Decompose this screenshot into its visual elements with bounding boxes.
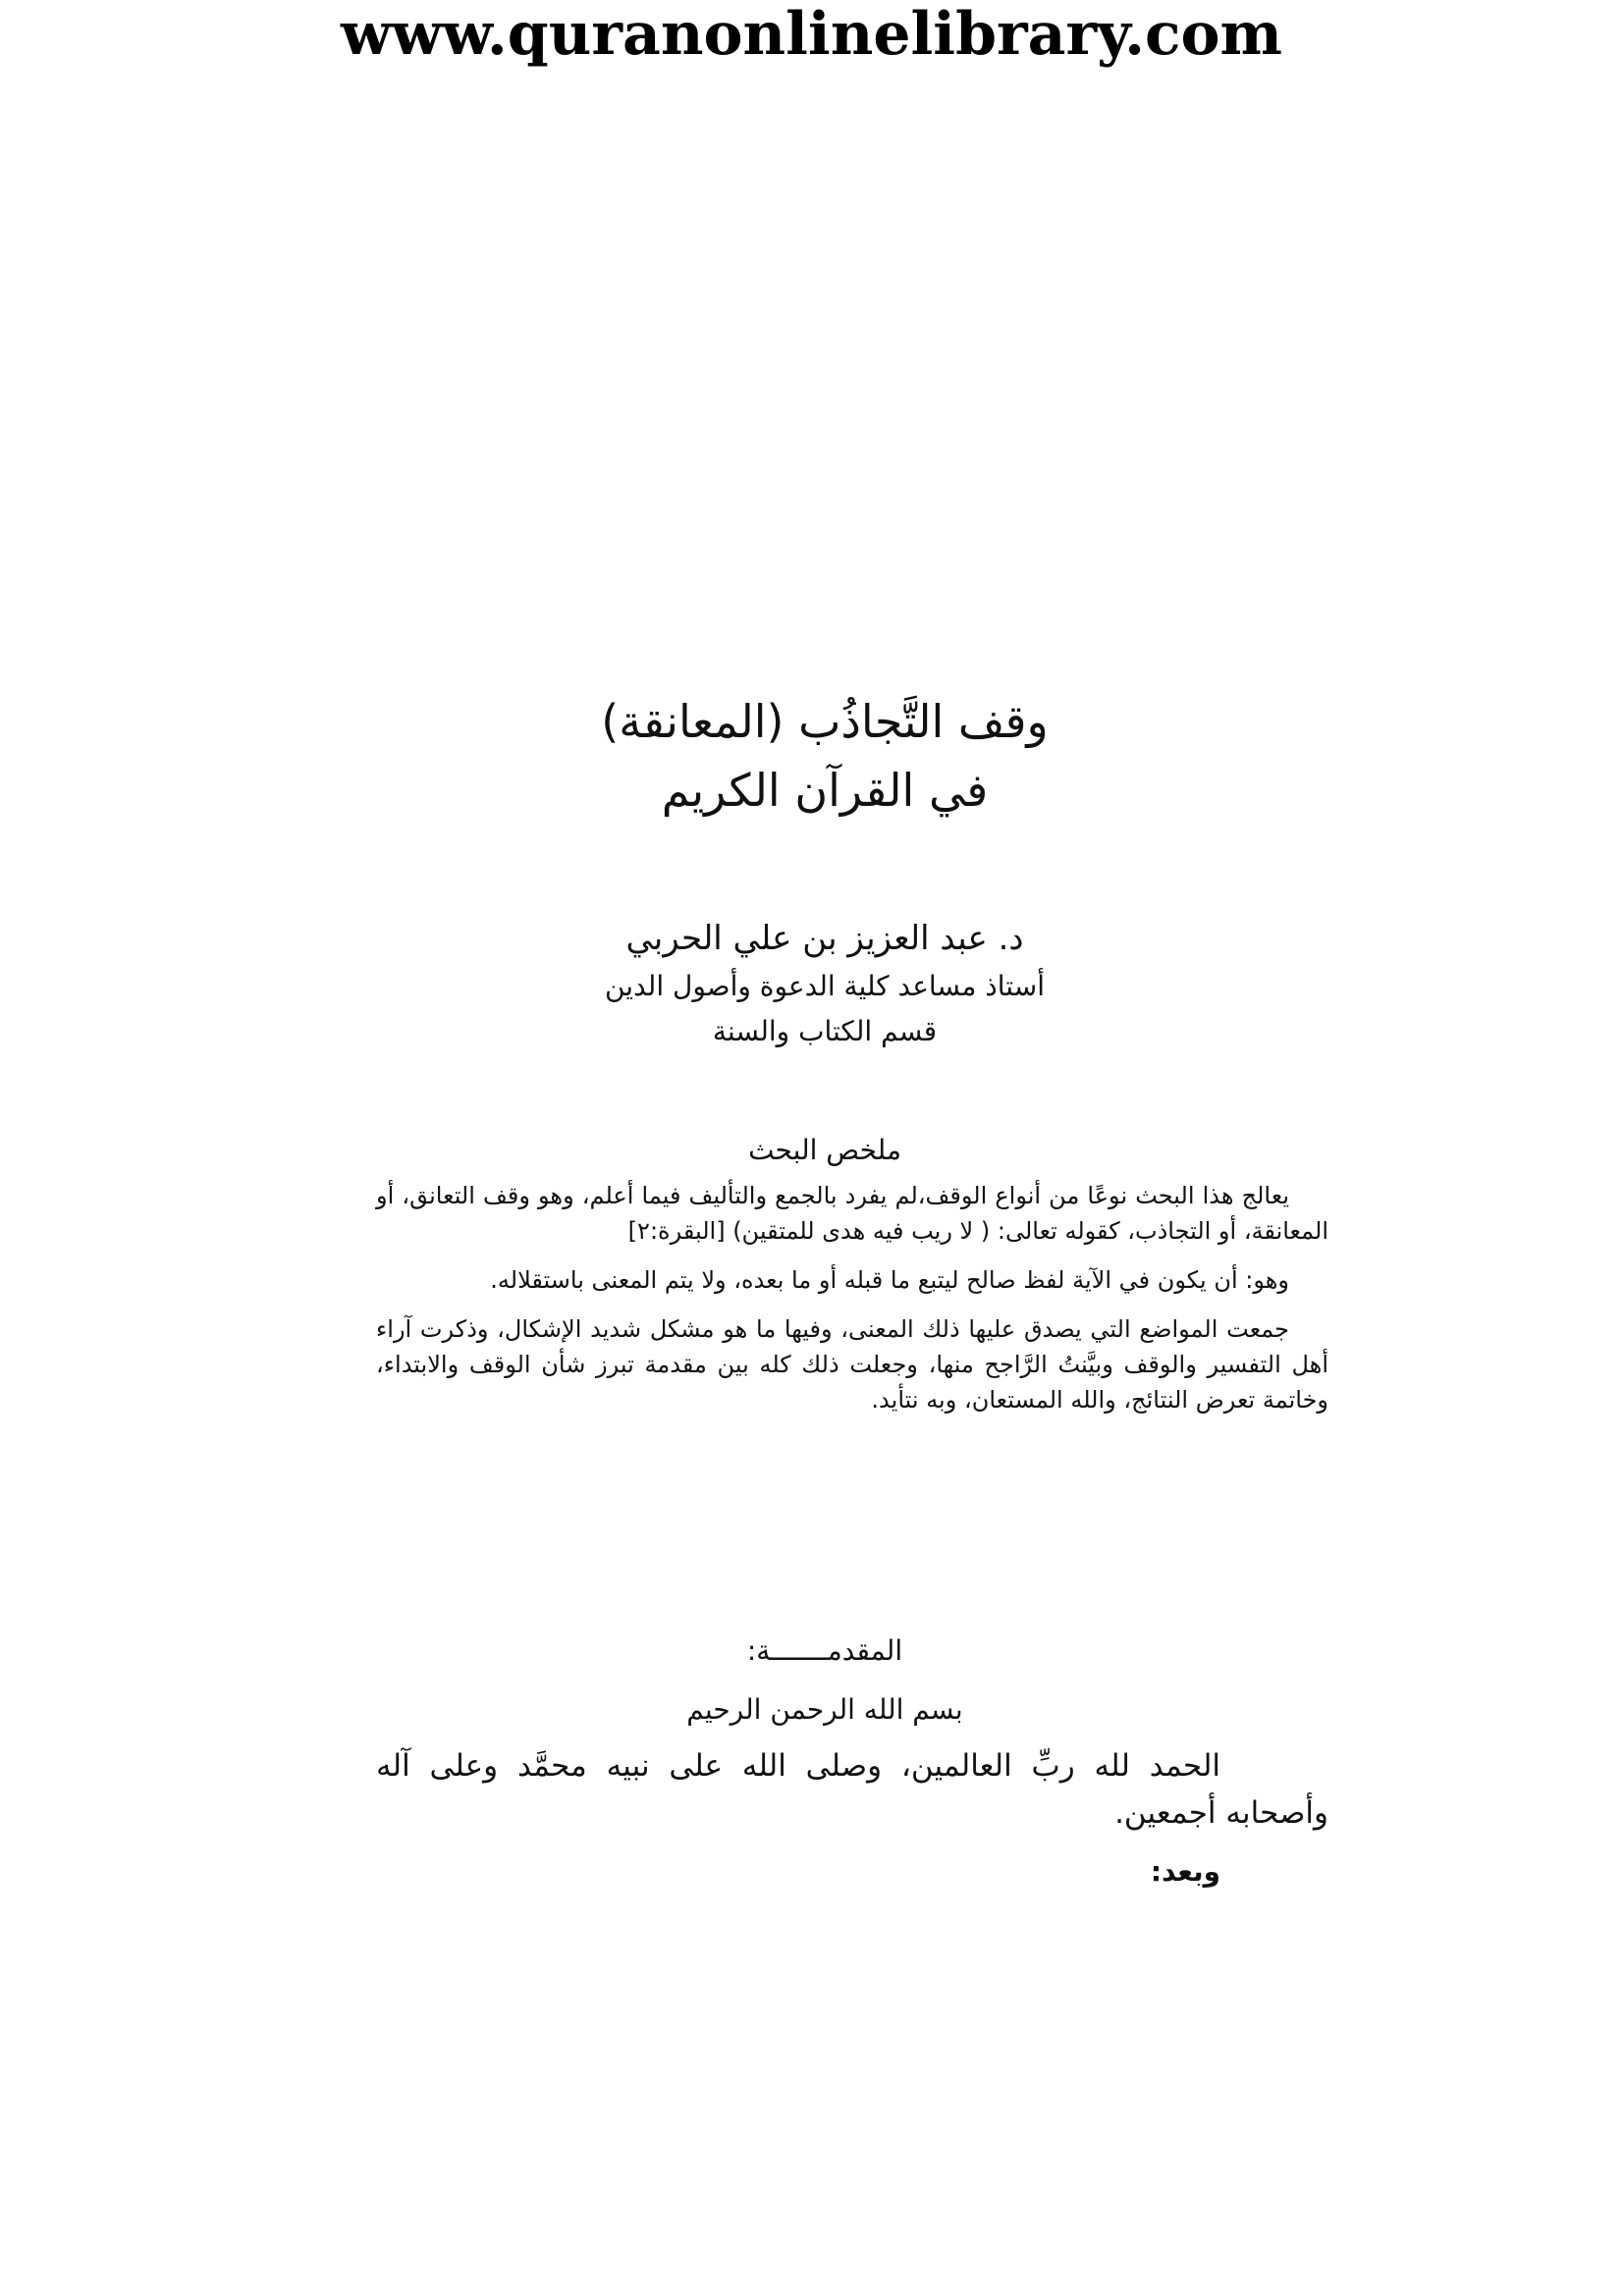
author-name: د. عبد العزيز بن علي الحربي [625,919,1024,958]
basmala: بسم الله الرحمن الرحيم [686,1693,963,1726]
paper-title [550,687,1100,825]
site-url-header: www.quranonlinelibrary.com [340,0,1283,69]
title-line-2: في القرآن الكريم [661,764,989,817]
author-position: أستاذ مساعد كلية الدعوة وأصول الدين [604,970,1045,1002]
abstract-title: ملخص البحث [748,1134,901,1166]
abstract-paragraph: يعالج هذا البحث نوعًا من أنواع الوقف،لم يفرد بالجمع والتأليف فيما أعلم، وهو وقف التعانق، أو المعانقة، أو التجاذب، كقوله تعالى: ( لا ريب فيه هدى للمتقين) [البقرة:٢] [376,1182,1328,1245]
abstract-paragraph: وهو: أن يكون في الآية لفظ صالح ليتبع ما قبله أو ما بعده، ولا يتم المعنى باستقلاله. [490,1266,1289,1294]
introduction-praise [376,1742,1328,1837]
title-line-1: وقف التَّجاذُب (المعانقة) [601,695,1049,748]
introduction-after: وبعد: [1150,1855,1220,1888]
introduction-heading: المقدمـــــــة: [746,1634,903,1667]
author-department: قسم الكتاب والسنة [712,1015,938,1047]
abstract-body [376,1178,1328,1431]
abstract-paragraph: جمعت المواضع التي يصدق عليها ذلك المعنى، وفيها ما هو مشكل شديد الإشكال، وذكرت آراء أهل التفسير والوقف وبيَّنتُ الرَّاجح منها، وجعلت ذلك كله بين مقدمة تبرز شأن الوقف والابتداء، وخاتمة تعرض النتائج، والله المستعان، وبه نتأيد. [376,1315,1328,1414]
author-block [550,913,1100,1054]
praise-paragraph: الحمد لله ربِّ العالمين، وصلى الله على نبيه محمَّد وعلى آله وأصحابه أجمعين. [376,1748,1328,1831]
